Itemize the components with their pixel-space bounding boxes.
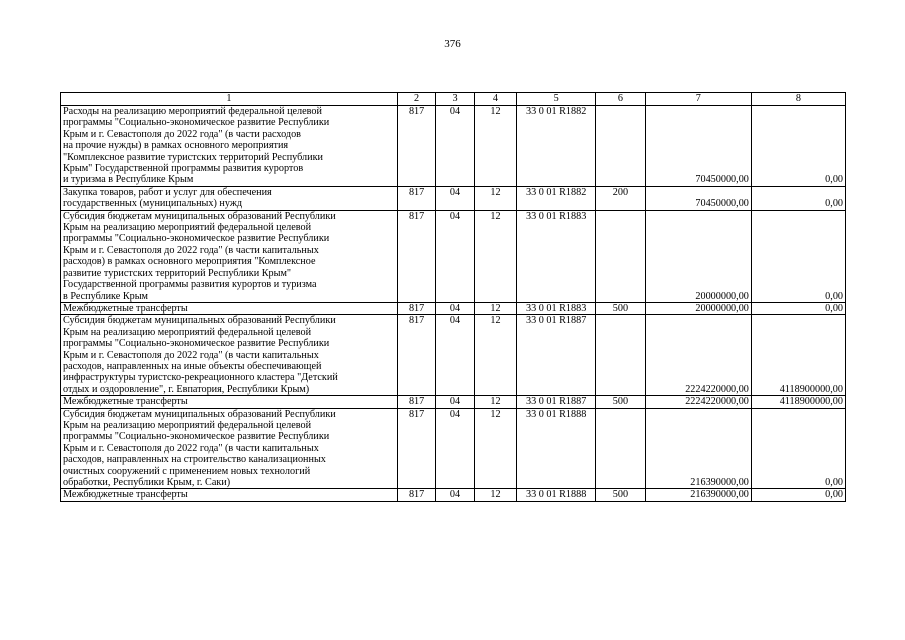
- amount-year-2: 4118900000,00: [751, 315, 845, 396]
- column-header: 7: [645, 93, 751, 106]
- column-header: 5: [517, 93, 596, 106]
- amount-year-1: 216390000,00: [645, 489, 751, 501]
- amount-year-1: 70450000,00: [645, 106, 751, 187]
- ministry-code: 817: [397, 210, 435, 302]
- description-line: Субсидия бюджетам муниципальных образований Республики: [63, 408, 336, 420]
- row-description: [61, 408, 398, 489]
- amount-year-1: 2224220000,00: [645, 396, 751, 408]
- table-row: [61, 302, 846, 314]
- target-article-code: 33 0 01 R1883: [517, 210, 596, 302]
- subsection-code: 12: [474, 186, 516, 210]
- amount-year-2: 0,00: [751, 210, 845, 302]
- amount-year-1: 70450000,00: [645, 186, 751, 210]
- subsection-code: 12: [474, 396, 516, 408]
- table-row: [61, 315, 846, 396]
- expense-type-code: 500: [596, 396, 646, 408]
- row-description: [61, 489, 398, 501]
- section-code: 04: [436, 396, 474, 408]
- page-number: 376: [444, 38, 461, 50]
- description-line: Крым и г. Севастополя до 2022 года" (в части капитальных: [63, 244, 319, 256]
- expense-type-code: [596, 408, 646, 489]
- description-line: Крым и г. Севастополя до 2022 года" (в части капитальных: [63, 349, 319, 361]
- description-line: Субсидия бюджетам муниципальных образований Республики: [63, 210, 336, 222]
- ministry-code: 817: [397, 106, 435, 187]
- description-line: Крым на реализацию мероприятий федеральной целевой: [63, 419, 312, 431]
- target-article-code: 33 0 01 R1883: [517, 302, 596, 314]
- expense-type-code: 200: [596, 186, 646, 210]
- amount-year-2: 0,00: [751, 302, 845, 314]
- expense-type-code: 500: [596, 489, 646, 501]
- row-description: [61, 396, 398, 408]
- target-article-code: 33 0 01 R1888: [517, 489, 596, 501]
- description-line: на прочие нужды) в рамках основного мероприятия: [63, 140, 289, 152]
- description-line: инфраструктуры туристско-рекреационного кластера "Детский: [63, 372, 338, 384]
- description-line: Межбюджетные трансферты: [63, 489, 188, 501]
- expense-type-code: [596, 210, 646, 302]
- description-line: Крым и г. Севастополя до 2022 года" (в части расходов: [63, 128, 301, 140]
- table-row: [61, 186, 846, 210]
- ministry-code: 817: [397, 315, 435, 396]
- description-line: государственных (муниципальных) нужд: [63, 198, 243, 210]
- column-header: 4: [474, 93, 516, 106]
- row-description: [61, 315, 398, 396]
- ministry-code: 817: [397, 186, 435, 210]
- subsection-code: 12: [474, 106, 516, 187]
- section-code: 04: [436, 408, 474, 489]
- amount-year-2: 0,00: [751, 106, 845, 187]
- ministry-code: 817: [397, 489, 435, 501]
- column-header: 3: [436, 93, 474, 106]
- description-line: расходов, направленных на иные объекты обеспечивающей: [63, 360, 322, 372]
- amount-year-2: 0,00: [751, 186, 845, 210]
- target-article-code: 33 0 01 R1888: [517, 408, 596, 489]
- description-line: обработки, Республики Крым, г. Саки): [63, 477, 231, 488]
- row-description: [61, 302, 398, 314]
- subsection-code: 12: [474, 210, 516, 302]
- description-line: "Комплексное развитие туристских территорий Республики: [63, 151, 323, 163]
- description-line: Государственной программы развития курортов и туризма: [63, 279, 317, 291]
- description-line: Крым на реализацию мероприятий федеральной целевой: [63, 222, 312, 234]
- ministry-code: 817: [397, 396, 435, 408]
- subsection-code: 12: [474, 302, 516, 314]
- description-line: в Республике Крым: [63, 290, 149, 302]
- description-line: программы "Социально-экономическое развитие Республики: [63, 117, 330, 129]
- target-article-code: 33 0 01 R1887: [517, 396, 596, 408]
- description-line: Субсидия бюджетам муниципальных образований Республики: [63, 315, 336, 327]
- header-row: [61, 93, 846, 106]
- description-line: Межбюджетные трансферты: [63, 396, 188, 408]
- column-header: 8: [751, 93, 845, 106]
- target-article-code: 33 0 01 R1882: [517, 186, 596, 210]
- section-code: 04: [436, 315, 474, 396]
- amount-year-2: 4118900000,00: [751, 396, 845, 408]
- column-header: 2: [397, 93, 435, 106]
- description-line: расходов, направленных на строительство канализационных: [63, 454, 326, 466]
- expense-type-code: [596, 106, 646, 187]
- row-description: [61, 106, 398, 187]
- amount-year-2: 0,00: [751, 408, 845, 489]
- description-line: развитие туристских территорий Республики Крым": [63, 267, 292, 279]
- subsection-code: 12: [474, 489, 516, 501]
- table-row: [61, 396, 846, 408]
- amount-year-1: 216390000,00: [645, 408, 751, 489]
- table-row: [61, 106, 846, 187]
- table-row: [61, 489, 846, 501]
- section-code: 04: [436, 106, 474, 187]
- column-header: 6: [596, 93, 646, 106]
- amount-year-1: 20000000,00: [645, 302, 751, 314]
- amount-year-1: 2224220000,00: [645, 315, 751, 396]
- description-line: Межбюджетные трансферты: [63, 302, 188, 314]
- description-line: отдых и оздоровление", г. Евпатория, Республики Крым): [63, 383, 310, 395]
- column-header: 1: [61, 93, 398, 106]
- ministry-code: 817: [397, 408, 435, 489]
- section-code: 04: [436, 489, 474, 501]
- description-line: Закупка товаров, работ и услуг для обеспечения: [63, 186, 272, 198]
- row-description: [61, 210, 398, 302]
- description-line: Расходы на реализацию мероприятий федеральной целевой: [63, 106, 322, 117]
- table-body: [61, 106, 846, 502]
- description-line: программы "Социально-экономическое развитие Республики: [63, 233, 330, 245]
- description-line: Крым на реализацию мероприятий федеральной целевой: [63, 326, 312, 338]
- subsection-code: 12: [474, 408, 516, 489]
- section-code: 04: [436, 186, 474, 210]
- budget-table: [60, 92, 846, 502]
- table-row: [61, 408, 846, 489]
- description-line: программы "Социально-экономическое развитие Республики: [63, 338, 330, 350]
- target-article-code: 33 0 01 R1887: [517, 315, 596, 396]
- description-line: программы "Социально-экономическое развитие Республики: [63, 431, 330, 443]
- amount-year-2: 0,00: [751, 489, 845, 501]
- subsection-code: 12: [474, 315, 516, 396]
- ministry-code: 817: [397, 302, 435, 314]
- description-line: Крым" Государственной программы развития курортов: [63, 163, 304, 175]
- amount-year-1: 20000000,00: [645, 210, 751, 302]
- expense-type-code: [596, 315, 646, 396]
- description-line: Крым и г. Севастополя до 2022 года" (в части капитальных: [63, 442, 319, 454]
- description-line: очистных сооружений с применением новых технологий: [63, 465, 311, 477]
- target-article-code: 33 0 01 R1882: [517, 106, 596, 187]
- section-code: 04: [436, 302, 474, 314]
- expense-type-code: 500: [596, 302, 646, 314]
- section-code: 04: [436, 210, 474, 302]
- row-description: [61, 186, 398, 210]
- description-line: и туризма в Республике Крым: [63, 174, 194, 186]
- table-row: [61, 210, 846, 302]
- description-line: расходов) в рамках основного мероприятия "Комплексное: [63, 256, 316, 268]
